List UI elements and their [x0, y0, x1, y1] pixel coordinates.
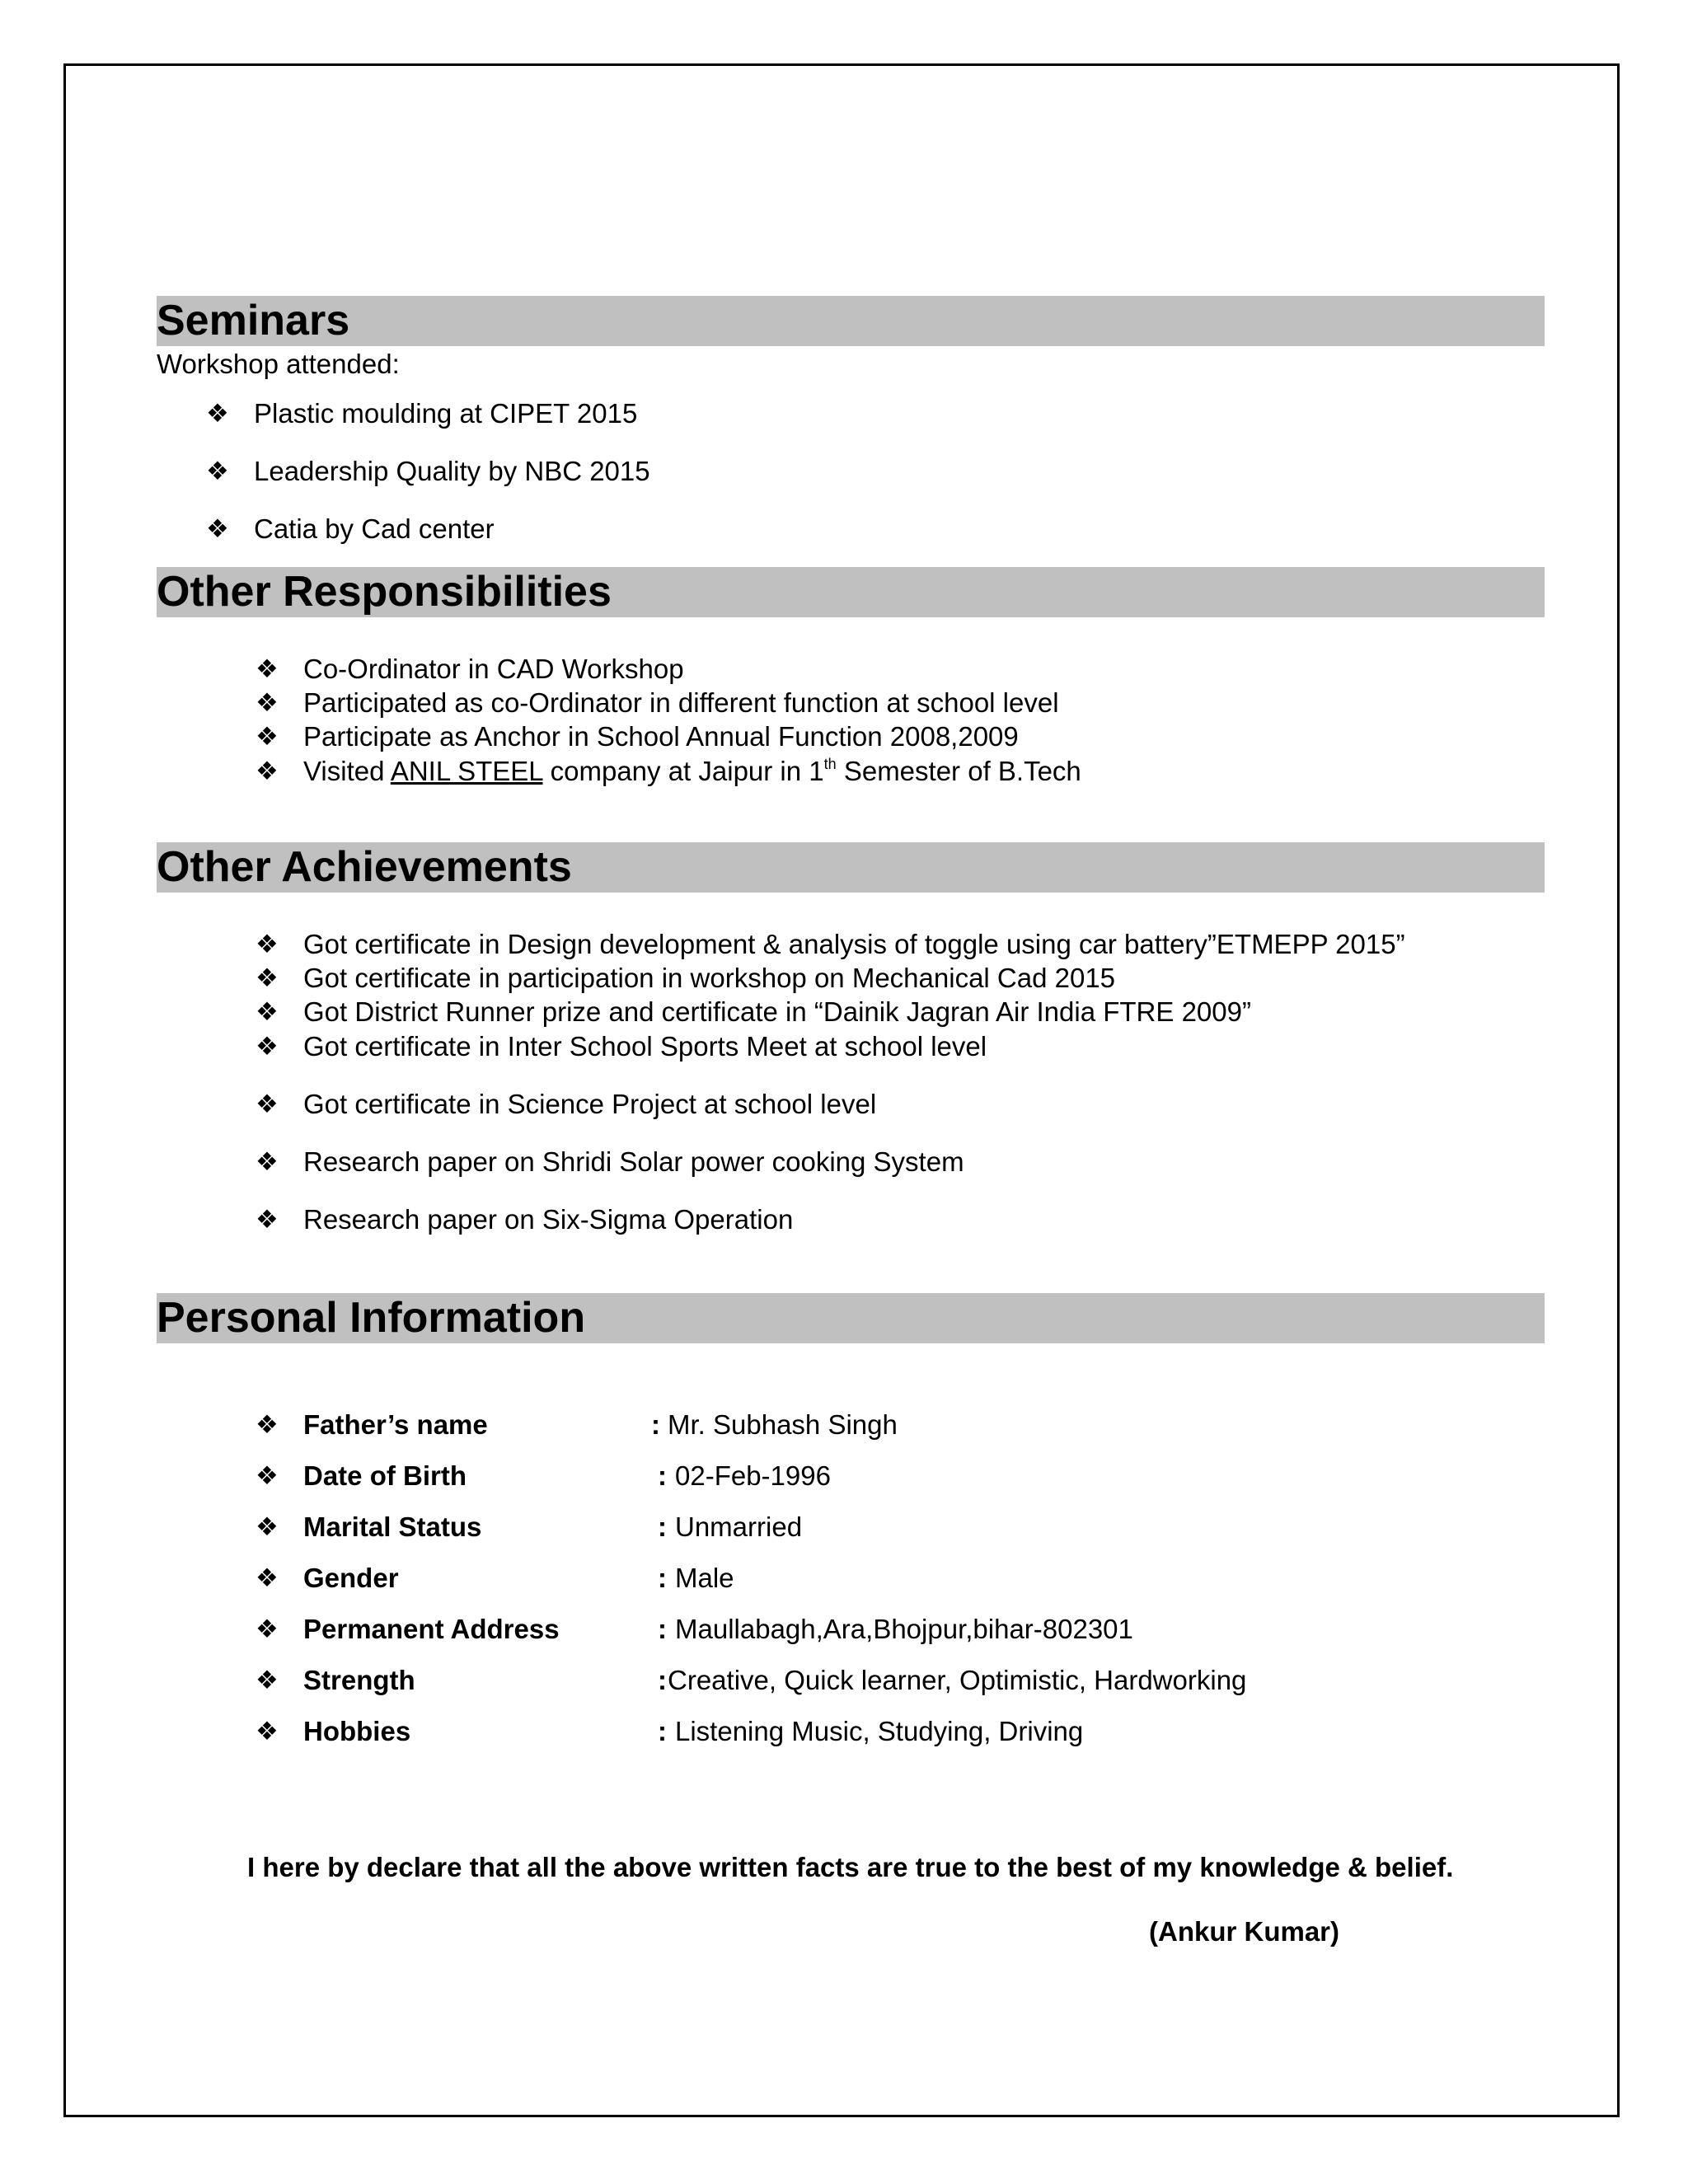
- personal-value: 02-Feb-1996: [675, 1460, 831, 1491]
- bullet-icon: ❖: [256, 654, 279, 683]
- personal-label: Strength: [303, 1665, 415, 1695]
- visit-post: Semester of B.Tech: [836, 756, 1081, 786]
- bullet-icon: ❖: [256, 722, 279, 751]
- bullet-icon: ❖: [256, 1717, 279, 1746]
- personal-colon: :: [658, 1716, 667, 1746]
- bullet-icon: ❖: [256, 1461, 279, 1490]
- visit-mid: company at Jaipur in 1: [542, 756, 824, 786]
- personal-value: Listening Music, Studying, Driving: [675, 1716, 1084, 1746]
- company-name: ANIL STEEL: [390, 756, 543, 786]
- personal-label: Permanent Address: [303, 1614, 560, 1644]
- bullet-icon: ❖: [256, 1147, 279, 1176]
- bullet-icon: ❖: [256, 930, 279, 958]
- personal-colon: :: [658, 1665, 667, 1695]
- personal-label: Marital Status: [303, 1511, 482, 1542]
- bullet-icon: ❖: [206, 399, 229, 428]
- bullet-icon: ❖: [256, 1205, 279, 1234]
- bullet-icon: ❖: [256, 688, 279, 717]
- bullet-icon: ❖: [206, 457, 229, 485]
- achievement-item: Got certificate in participation in workshop on Mechanical Cad 2015: [303, 963, 1116, 993]
- bullet-icon: ❖: [206, 514, 229, 543]
- achievement-item: Research paper on Shridi Solar power cooking System: [303, 1146, 964, 1177]
- responsibility-item-visit: [303, 755, 1081, 788]
- bullet-icon: ❖: [256, 1666, 279, 1694]
- bullet-icon: ❖: [256, 757, 279, 785]
- achievement-item: Got certificate in Design development & analysis of toggle using car battery”ETMEPP 2015”: [303, 929, 1405, 959]
- visit-pre: Visited: [303, 756, 391, 786]
- personal-value: Male: [675, 1563, 734, 1593]
- bullet-icon: ❖: [256, 1563, 279, 1592]
- bullet-icon: ❖: [256, 1410, 279, 1439]
- personal-colon: :: [658, 1563, 667, 1593]
- section-title-seminars: Seminars: [157, 297, 350, 344]
- personal-value: Unmarried: [675, 1511, 803, 1542]
- achievement-item: Research paper on Six-Sigma Operation: [303, 1204, 794, 1235]
- bullet-icon: ❖: [256, 1032, 279, 1061]
- personal-label: Father’s name: [303, 1409, 488, 1440]
- declaration: I here by declare that all the above written facts are true to the best of my knowledge & belief.: [247, 1852, 1454, 1882]
- bullet-icon: ❖: [256, 1512, 279, 1541]
- personal-label: Gender: [303, 1563, 399, 1593]
- achievement-item: Got District Runner prize and certificate in “Dainik Jagran Air India FTRE 2009”: [303, 996, 1251, 1027]
- bullet-icon: ❖: [256, 963, 279, 992]
- seminar-item: Catia by Cad center: [254, 513, 495, 544]
- section-title-personal: Personal Information: [157, 1294, 586, 1342]
- section-bar-seminars: [157, 296, 1545, 346]
- bullet-icon: ❖: [256, 1090, 279, 1118]
- personal-colon: :: [658, 1511, 667, 1542]
- responsibility-item: Participate as Anchor in School Annual Function 2008,2009: [303, 721, 1019, 752]
- responsibility-item: Co-Ordinator in CAD Workshop: [303, 654, 684, 684]
- seminar-item: Leadership Quality by NBC 2015: [254, 456, 650, 486]
- personal-value: Maullabagh,Ara,Bhojpur,bihar-802301: [675, 1614, 1133, 1644]
- seminars-intro: Workshop attended:: [157, 349, 400, 379]
- ordinal-suffix: th: [823, 756, 837, 772]
- bullet-icon: ❖: [256, 997, 279, 1026]
- personal-value: Creative, Quick learner, Optimistic, Hardworking: [668, 1665, 1247, 1695]
- personal-colon: :: [651, 1409, 660, 1440]
- achievement-item: Got certificate in Science Project at school level: [303, 1089, 877, 1119]
- signature: (Ankur Kumar): [1149, 1916, 1340, 1947]
- bullet-icon: ❖: [256, 1615, 279, 1643]
- personal-colon: :: [658, 1460, 667, 1491]
- achievement-item: Got certificate in Inter School Sports Meet at school level: [303, 1031, 987, 1062]
- seminar-item: Plastic moulding at CIPET 2015: [254, 398, 638, 429]
- personal-label: Hobbies: [303, 1716, 411, 1746]
- personal-label: Date of Birth: [303, 1460, 467, 1491]
- personal-colon: :: [658, 1614, 667, 1644]
- responsibility-item: Participated as co-Ordinator in different function at school level: [303, 687, 1059, 718]
- personal-value: Mr. Subhash Singh: [668, 1409, 898, 1440]
- section-title-responsibilities: Other Responsibilities: [157, 568, 612, 616]
- section-title-achievements: Other Achievements: [157, 843, 572, 891]
